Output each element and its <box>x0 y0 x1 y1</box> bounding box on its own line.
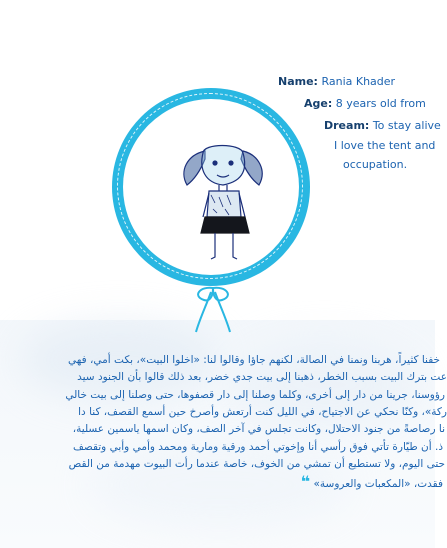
story-line: نا رصاصةً من جنود الاحتلال، وكانت تجلس في آخر الصف، وكان اسمها ياسمين عسلية، <box>72 423 445 436</box>
name-value: Rania Khader <box>321 75 396 88</box>
story-line: رؤوسنا، جرينا من دار إلى أخرى، وكلما وصلنا إلى دار قصفوها، حتى وصلنا إلى بيت خالي <box>65 388 445 401</box>
closing-quote-icon: ❝ <box>300 472 311 492</box>
story-line: حتى اليوم، ولا تستطيع أن تمشي من الخوف، خاصة عندما رأت البيوت مهدمة من القص <box>68 457 445 470</box>
profile-arabic <box>0 142 130 222</box>
age-label: Age: <box>304 97 333 110</box>
story-line: ركة»، وكنّا نحكي عن الاجتياح، في الليل كنت أرتعش وأصرخ حين أسمع القصف، كنا دا <box>78 405 447 418</box>
age-value: 8 years old from <box>335 97 426 110</box>
story-line: خفنا كثيراً، هربنا ونمنا في الصالة، لكنهم جاؤا وقالوا لنا: «اخلوا البيت»، بكت أمي، فهي <box>68 354 440 366</box>
portrait-medallion <box>112 88 310 286</box>
age-line <box>304 96 426 111</box>
child-drawing <box>157 133 287 263</box>
story-last-text: فقدت، «المكعبات والعروسة» <box>313 478 443 491</box>
story-line: ذ. أن طيّارة تأتي فوق رأسي أنا وإخوتي أحمد ورقية ومارية ومحمد وأمي وأبي وتقصف <box>72 440 443 453</box>
name-line <box>278 74 395 89</box>
occupation-line: occupation. <box>343 158 408 171</box>
love-line: I love the tent and <box>334 139 436 152</box>
dream-label: Dream: <box>324 119 370 132</box>
story-line: عت بترك البيت بسبب الخطر، ذهبنا إلى بيت جدي خضر، بعد ذلك قالوا بأن الجنود سيد <box>77 371 447 384</box>
dream-line <box>324 118 441 133</box>
story-line-final <box>0 473 443 493</box>
name-label: Name: <box>278 75 318 88</box>
story-text <box>0 352 447 532</box>
dream-value: To stay alive <box>372 119 441 132</box>
medallion-inner <box>123 99 299 275</box>
ribbon-bow-icon <box>178 282 248 342</box>
